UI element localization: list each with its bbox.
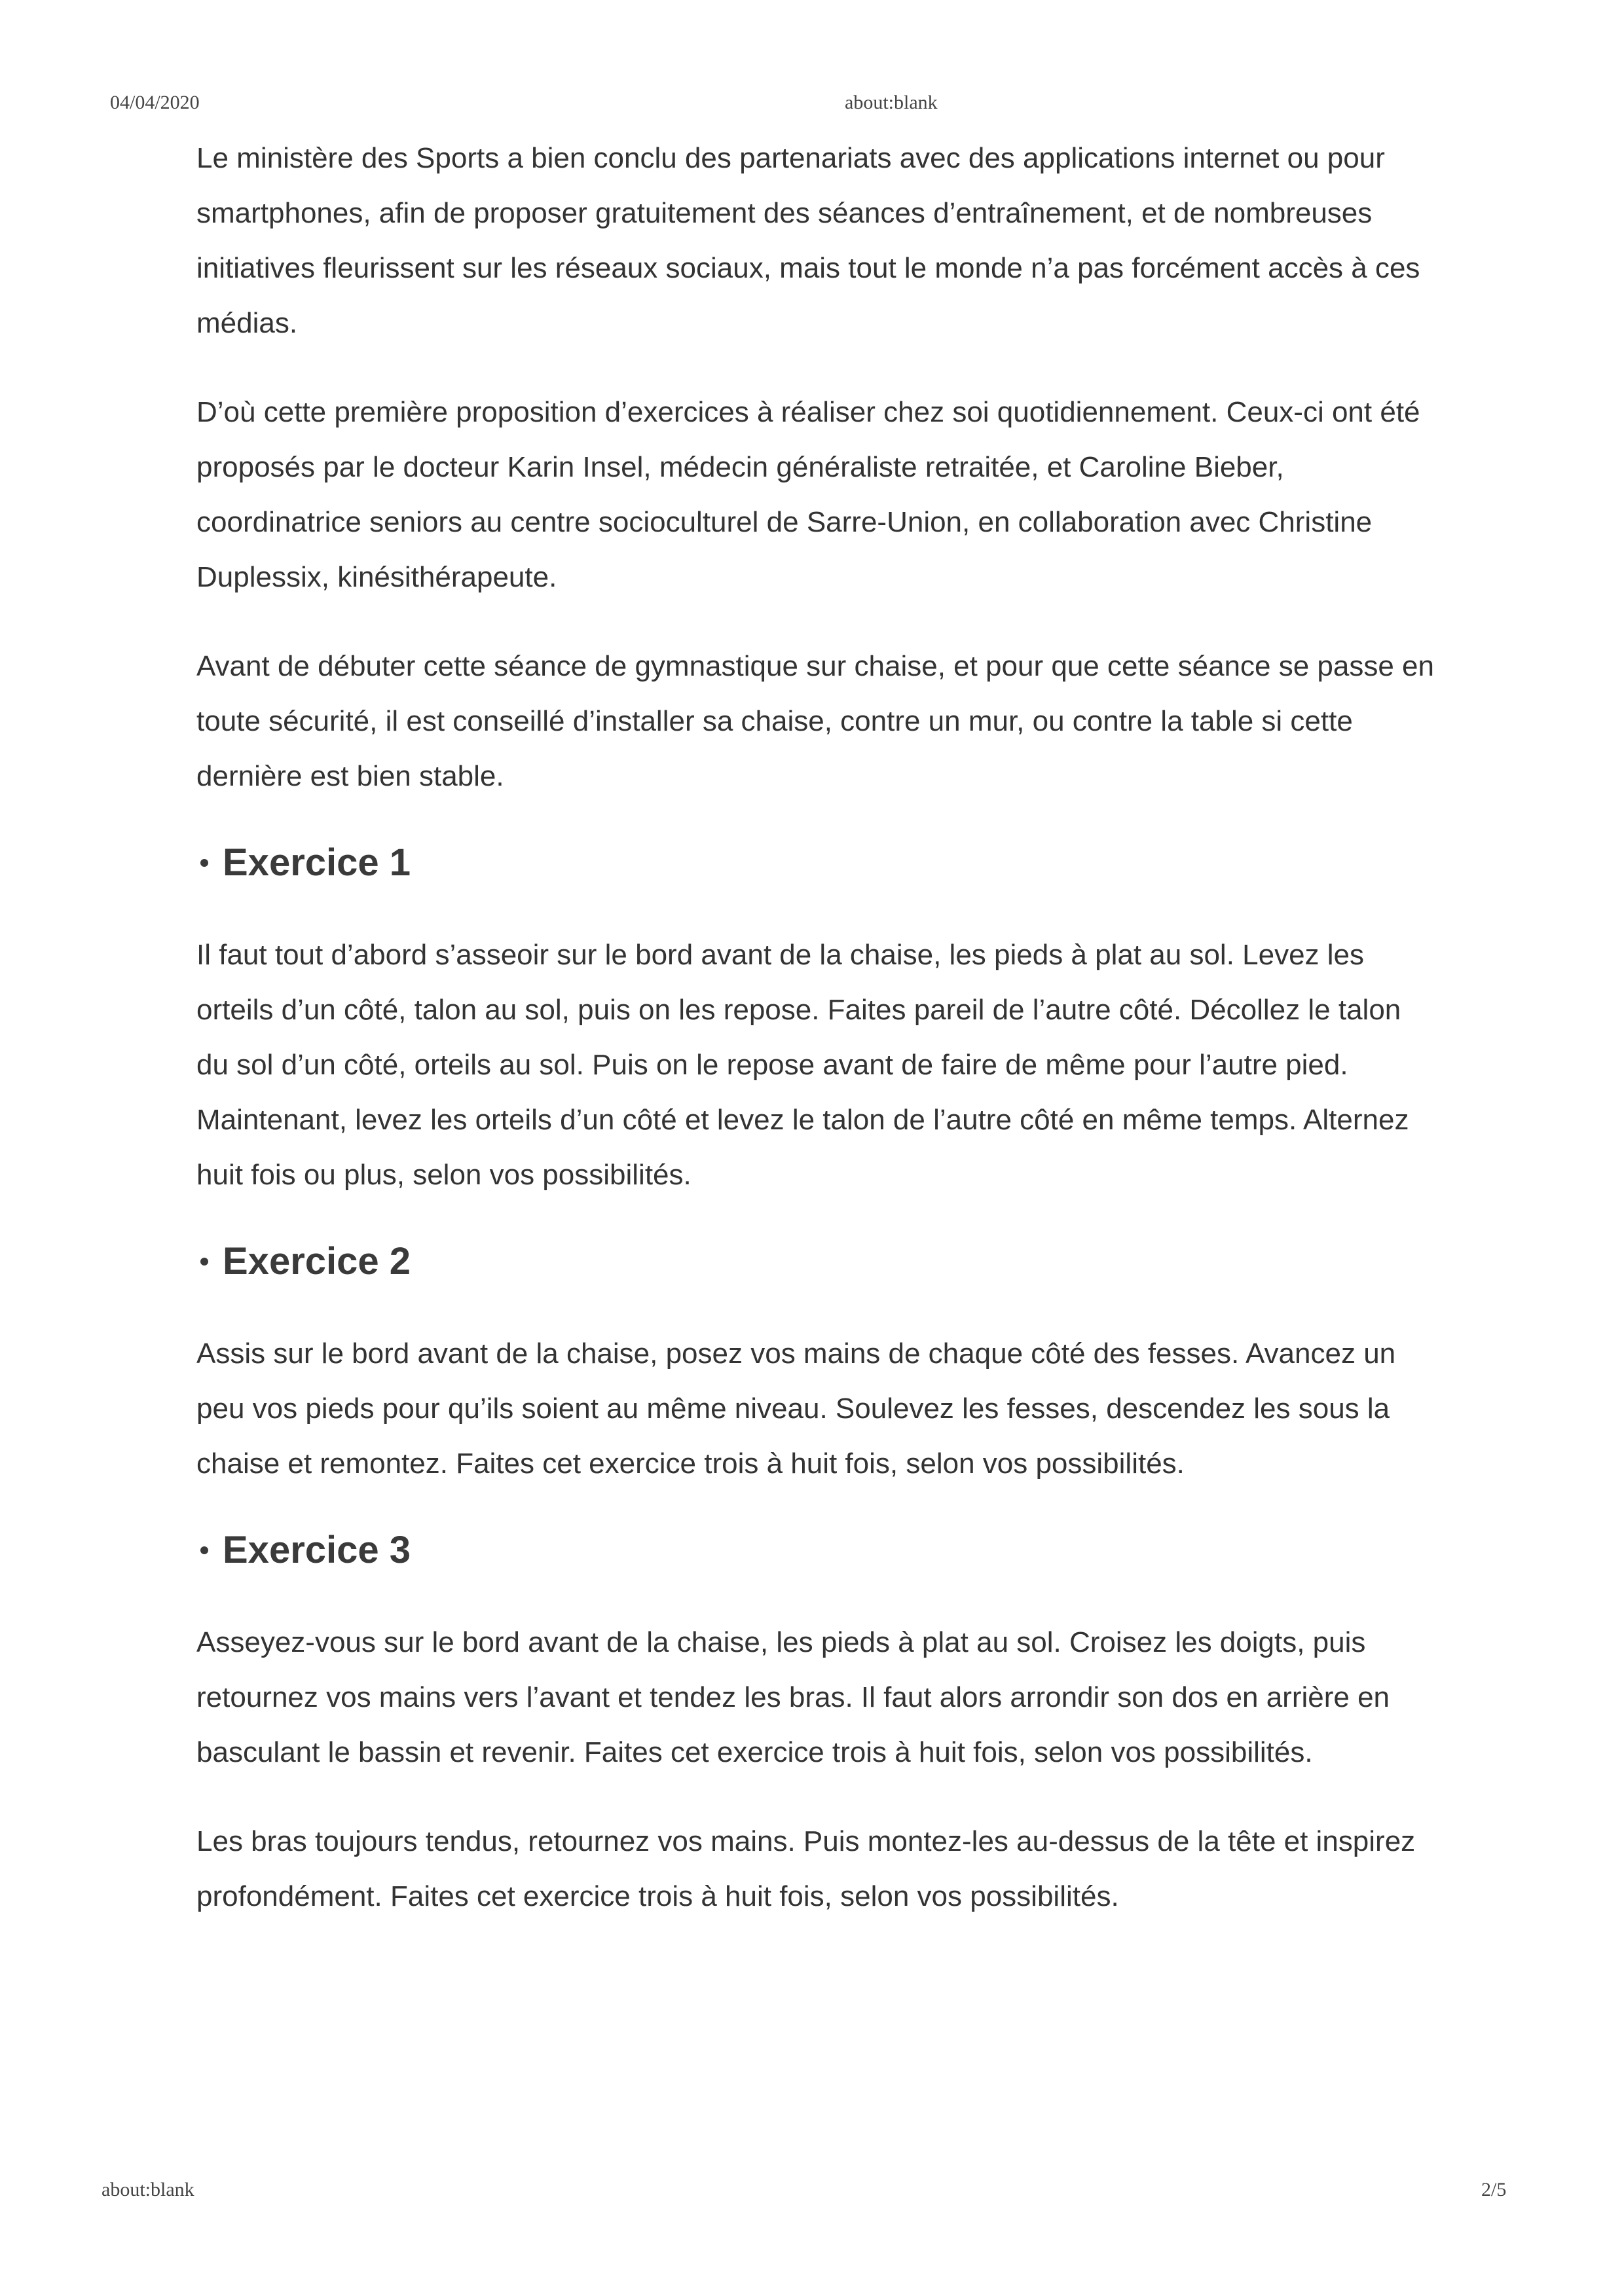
exercise-3-title: Exercice 3	[223, 1529, 411, 1571]
intro-paragraph-1: Le ministère des Sports a bien conclu des partenariats avec des applications internet ou pour smartphones, afin de proposer gratuitement des séances d’entraînement, et de nombreuses initiatives fleurissent sur les réseaux sociaux, mais tout le monde n’a pas forcément accès à ces médias.	[196, 142, 1420, 339]
exercise-2-paragraph: Assis sur le bord avant de la chaise, posez vos mains de chaque côté des fesses. Avancez un peu vos pieds pour qu’ils soient au même niveau. Soulevez les fesses, descendez les sous la chaise et remontez. Faites cet exercice trois à huit fois, selon vos possibilités.	[196, 1338, 1396, 1480]
exercise-1-heading	[196, 841, 1441, 884]
exercise-2-title: Exercice 2	[223, 1240, 411, 1283]
exercise-3-heading	[196, 1528, 1441, 1572]
print-footer	[0, 2179, 1624, 2218]
exercise-1-paragraph: Il faut tout d’abord s’asseoir sur le bord avant de la chaise, les pieds à plat au sol. Levez les orteils d’un côté, talon au sol, puis on les repose. Faites pareil de l’autre côté. Décollez le talon du sol d’un côté, orteils au sol. Puis on le repose avant de faire de même pour l’autre pied. Maintenant, levez les orteils d’un côté et levez le talon de l’autre côté en même temps. Alternez huit fois ou plus, selon vos possibilités.	[196, 939, 1409, 1191]
bullet-icon	[200, 1258, 208, 1266]
exercise-3-paragraph-2: Les bras toujours tendus, retournez vos mains. Puis montez-les au-dessus de la tête et inspirez profondément. Faites cet exercice trois à huit fois, selon vos possibilités.	[196, 1825, 1416, 1912]
print-url: about:blank	[845, 92, 938, 113]
exercise-3-paragraph-1: Asseyez-vous sur le bord avant de la chaise, les pieds à plat au sol. Croisez les doigts, puis retournez vos mains vers l’avant et tendez les bras. Il faut alors arrondir son dos en arrière en basculant le bassin et revenir. Faites cet exercice trois à huit fois, selon vos possibilités.	[196, 1626, 1390, 1768]
intro-paragraph-2: D’où cette première proposition d’exercices à réaliser chez soi quotidiennement. Ceux-ci ont été proposés par le docteur Karin Insel, médecin généraliste retraitée, et Caroline Bieber, coordinatrice seniors au centre socioculturel de Sarre-Union, en collaboration avec Christine Duplessix, kinésithérapeute.	[196, 396, 1420, 593]
intro-paragraph-3: Avant de débuter cette séance de gymnastique sur chaise, et pour que cette séance se passe en toute sécurité, il est conseillé d’installer sa chaise, contre un mur, ou contre la table si cette dernière est bien stable.	[196, 650, 1434, 792]
article-body	[196, 131, 1441, 1958]
print-header	[0, 92, 1624, 131]
page-number: 2/5	[1481, 2179, 1507, 2200]
exercise-2-heading	[196, 1239, 1441, 1283]
bullet-icon	[200, 1546, 208, 1554]
exercise-1-title: Exercice 1	[223, 841, 411, 884]
print-date: 04/04/2020	[110, 92, 200, 113]
footer-url: about:blank	[101, 2179, 194, 2200]
bullet-icon	[200, 859, 208, 867]
